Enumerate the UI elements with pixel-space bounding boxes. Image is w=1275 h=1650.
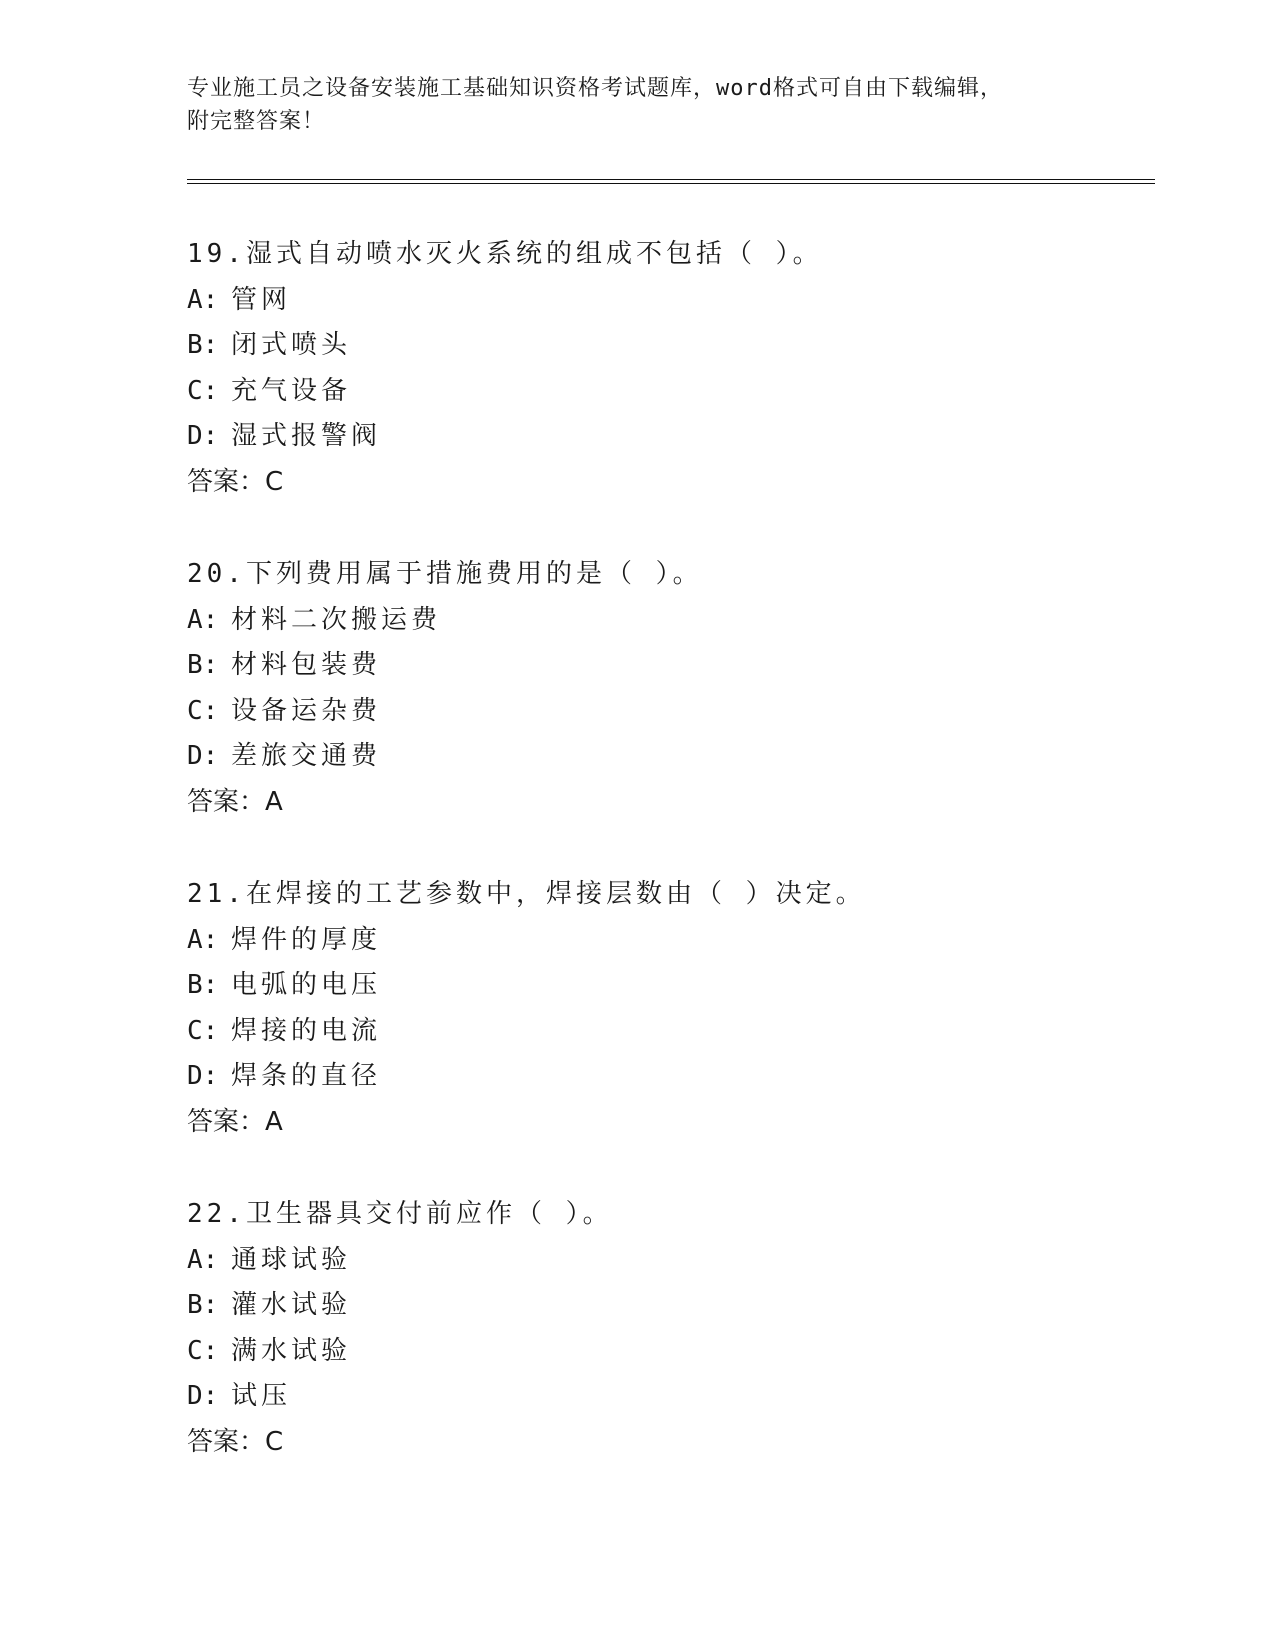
option-key: D:	[187, 1381, 219, 1411]
option-text: 焊条的直径	[231, 1061, 382, 1091]
question-22	[187, 1192, 1155, 1512]
option-key: B:	[187, 970, 219, 1000]
option-text: 闭式喷头	[231, 330, 352, 360]
question-stem: 19.湿式自动喷水灭火系统的组成不包括（ ）。	[187, 239, 823, 269]
option-key: A:	[187, 924, 219, 955]
option-b	[187, 643, 1155, 689]
option-d	[187, 1374, 1155, 1420]
option-d	[187, 1054, 1155, 1100]
option-b	[187, 963, 1155, 1009]
option-d	[187, 734, 1155, 780]
option-text: 试压	[231, 1381, 292, 1411]
header-line-2: 附完整答案！	[187, 109, 326, 134]
option-b	[187, 323, 1155, 369]
option-key: A:	[187, 604, 219, 635]
option-text: 焊件的厚度	[231, 924, 382, 955]
option-key: A:	[187, 1244, 219, 1275]
option-text: 满水试验	[231, 1335, 352, 1366]
option-a	[187, 598, 1155, 644]
option-d	[187, 414, 1155, 460]
option-key: C:	[187, 375, 219, 406]
option-key: D:	[187, 1061, 219, 1091]
option-c	[187, 1009, 1155, 1055]
question-stem: 21.在焊接的工艺参数中，焊接层数由（ ）决定。	[187, 879, 866, 909]
option-key: B:	[187, 650, 219, 680]
answer-line: 答案：C	[187, 1426, 284, 1457]
question-20	[187, 552, 1155, 872]
question-stem: 22.卫生器具交付前应作（ ）。	[187, 1199, 613, 1229]
option-key: D:	[187, 421, 219, 451]
answer-line: 答案：C	[187, 466, 284, 497]
option-c	[187, 1329, 1155, 1375]
answer-line: 答案：A	[187, 786, 283, 817]
option-text: 材料二次搬运费	[231, 604, 442, 635]
question-list	[187, 232, 1155, 1512]
option-key: B:	[187, 1290, 219, 1320]
option-text: 通球试验	[231, 1244, 352, 1275]
option-key: D:	[187, 741, 219, 771]
question-19	[187, 232, 1155, 552]
option-text: 湿式报警阀	[231, 421, 382, 451]
option-text: 设备运杂费	[231, 695, 382, 726]
option-text: 差旅交通费	[231, 741, 382, 771]
option-text: 焊接的电流	[231, 1015, 382, 1046]
document-header	[187, 72, 1087, 138]
option-a	[187, 918, 1155, 964]
option-c	[187, 369, 1155, 415]
option-key: C:	[187, 1015, 219, 1046]
option-a	[187, 1238, 1155, 1284]
question-stem: 20.下列费用属于措施费用的是（ ）。	[187, 559, 703, 589]
option-text: 管网	[231, 284, 292, 315]
option-key: A:	[187, 284, 219, 315]
header-divider-top	[187, 179, 1155, 180]
option-b	[187, 1283, 1155, 1329]
header-line-1: 专业施工员之设备安装施工基础知识资格考试题库，word格式可自由下载编辑，	[187, 76, 1003, 101]
option-key: B:	[187, 330, 219, 360]
header-divider-bottom	[187, 183, 1155, 184]
option-key: C:	[187, 695, 219, 726]
option-a	[187, 278, 1155, 324]
option-text: 电弧的电压	[231, 970, 382, 1000]
question-21	[187, 872, 1155, 1192]
option-text: 灌水试验	[231, 1290, 352, 1320]
option-text: 充气设备	[231, 375, 352, 406]
option-key: C:	[187, 1335, 219, 1366]
option-text: 材料包装费	[231, 650, 382, 680]
option-c	[187, 689, 1155, 735]
answer-line: 答案：A	[187, 1106, 283, 1137]
